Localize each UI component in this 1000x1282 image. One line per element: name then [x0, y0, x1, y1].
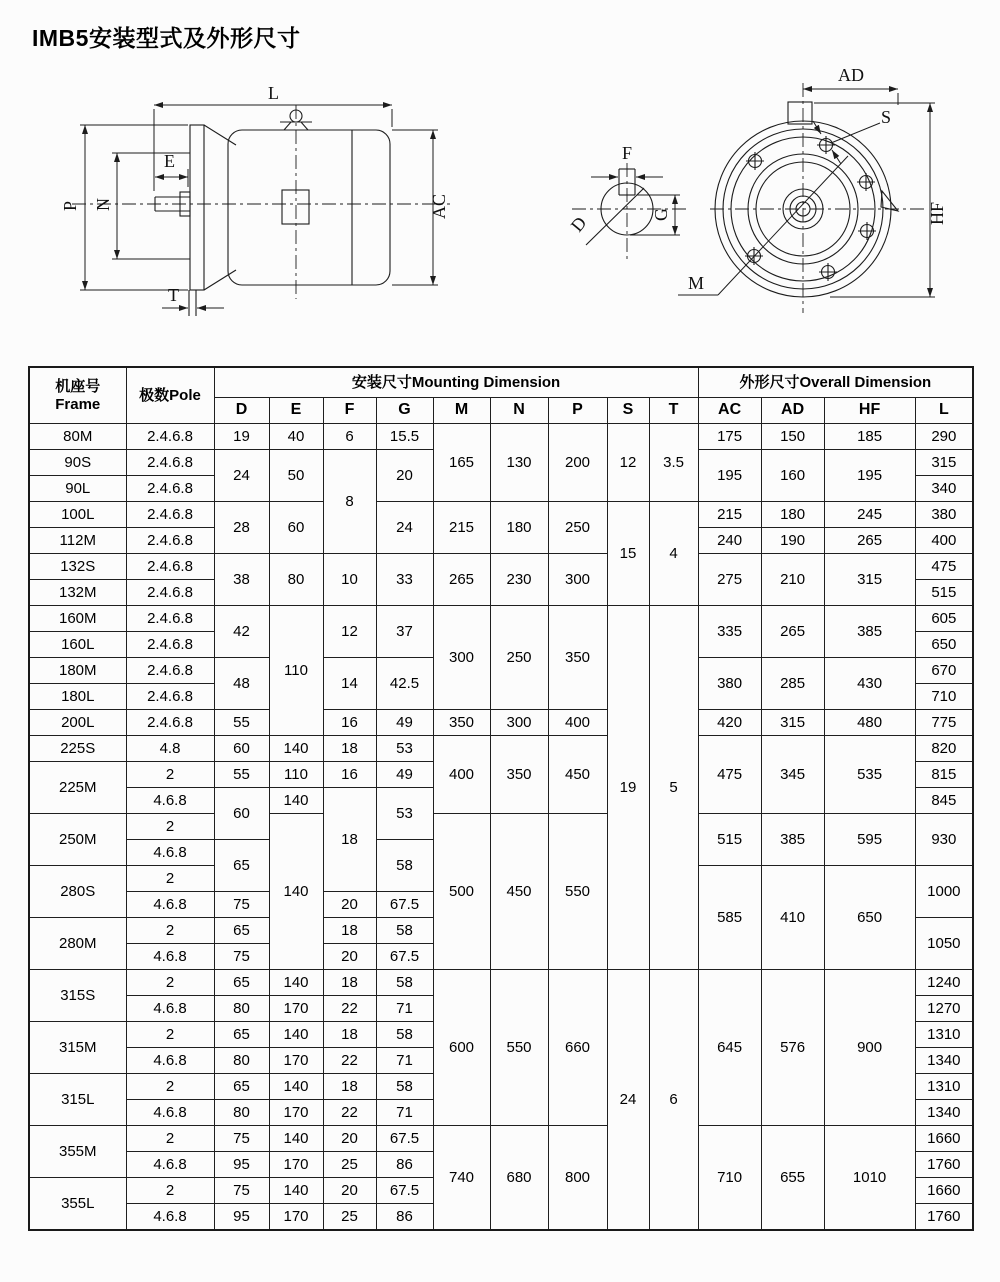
- table-cell: 1310: [915, 1022, 973, 1048]
- table-cell: 95: [214, 1204, 269, 1231]
- table-row: [29, 1126, 973, 1152]
- table-cell: 4.6.8: [126, 1100, 214, 1126]
- table-cell: 650: [824, 866, 915, 970]
- table-cell: 86: [376, 1204, 433, 1231]
- table-cell: 33: [376, 554, 433, 606]
- dim-label-L: L: [268, 83, 279, 103]
- figure-shaft-detail: [567, 143, 688, 261]
- col-header-S: S: [607, 398, 649, 424]
- table-cell: 58: [376, 1022, 433, 1048]
- col-header-AD: AD: [761, 398, 824, 424]
- table-cell: 22: [323, 996, 376, 1022]
- table-cell: 400: [433, 736, 490, 814]
- table-cell: 140: [269, 736, 323, 762]
- table-cell: 140: [269, 1178, 323, 1204]
- table-cell: 22: [323, 1048, 376, 1074]
- table-cell: 4.6.8: [126, 1152, 214, 1178]
- table-cell: 595: [824, 814, 915, 866]
- dim-label-T: T: [168, 285, 179, 305]
- dim-label-N: N: [93, 198, 113, 211]
- table-cell: 25: [323, 1204, 376, 1231]
- table-cell: 24: [607, 970, 649, 1231]
- table-cell: 400: [548, 710, 607, 736]
- table-cell: 18: [323, 1022, 376, 1048]
- table-cell: 350: [433, 710, 490, 736]
- table-cell: 50: [269, 450, 323, 502]
- table-cell: 815: [915, 762, 973, 788]
- table-row: [29, 814, 973, 840]
- table-cell: 650: [915, 632, 973, 658]
- table-cell: 2.4.6.8: [126, 658, 214, 684]
- table-cell: 385: [761, 814, 824, 866]
- page: [0, 20, 1000, 1231]
- table-cell: 18: [323, 1074, 376, 1100]
- table-cell: 42: [214, 606, 269, 658]
- dimension-table: [28, 366, 974, 1231]
- table-cell: 6: [323, 424, 376, 450]
- table-cell: 80: [214, 1048, 269, 1074]
- table-cell: 170: [269, 1204, 323, 1231]
- table-cell: 350: [490, 736, 548, 814]
- table-cell: 710: [698, 1126, 761, 1231]
- table-cell: 4.6.8: [126, 1204, 214, 1231]
- table-cell: 90L: [29, 476, 126, 502]
- table-cell: 710: [915, 684, 973, 710]
- table-cell: 60: [214, 736, 269, 762]
- table-cell: 210: [761, 554, 824, 606]
- table-cell: 24: [214, 450, 269, 502]
- table-row: [29, 424, 973, 450]
- table-cell: 67.5: [376, 1178, 433, 1204]
- dim-label-M: M: [688, 273, 705, 293]
- table-cell: 14: [323, 658, 376, 710]
- dim-label-AD: AD: [838, 65, 864, 85]
- table-cell: 475: [698, 736, 761, 814]
- table-cell: 100L: [29, 502, 126, 528]
- table-cell: 180M: [29, 658, 126, 684]
- table-cell: 230: [490, 554, 548, 606]
- table-cell: 160L: [29, 632, 126, 658]
- table-cell: 16: [323, 762, 376, 788]
- table-cell: 265: [761, 606, 824, 658]
- table-cell: 53: [376, 788, 433, 840]
- table-cell: 576: [761, 970, 824, 1126]
- table-cell: 18: [323, 918, 376, 944]
- table-cell: 190: [761, 528, 824, 554]
- table-cell: 355L: [29, 1178, 126, 1231]
- table-body: [29, 424, 973, 1231]
- table-cell: 140: [269, 1126, 323, 1152]
- table-row: [29, 710, 973, 736]
- table-cell: 265: [824, 528, 915, 554]
- table-cell: 2.4.6.8: [126, 528, 214, 554]
- table-cell: 660: [548, 970, 607, 1126]
- table-cell: 22: [323, 1100, 376, 1126]
- table-cell: 315: [824, 554, 915, 606]
- page-title: IMB5安装型式及外形尺寸: [32, 25, 301, 51]
- table-cell: 1270: [915, 996, 973, 1022]
- dim-label-D: D: [566, 212, 591, 236]
- group-header-overall: 外形尺寸Overall Dimension: [698, 367, 973, 398]
- table-cell: 275: [698, 554, 761, 606]
- dim-label-P: P: [60, 200, 80, 211]
- table-cell: 2: [126, 762, 214, 788]
- table-cell: 2: [126, 814, 214, 840]
- table-cell: 71: [376, 1100, 433, 1126]
- table-cell: 28: [214, 502, 269, 554]
- table-cell: 18: [323, 788, 376, 892]
- table-cell: 2: [126, 1022, 214, 1048]
- table-cell: 4.6.8: [126, 788, 214, 814]
- table-cell: 1240: [915, 970, 973, 996]
- table-cell: 132M: [29, 580, 126, 606]
- table-cell: 400: [915, 528, 973, 554]
- table-cell: 86: [376, 1152, 433, 1178]
- table-cell: 450: [490, 814, 548, 970]
- col-header-L: L: [915, 398, 973, 424]
- col-header-F: F: [323, 398, 376, 424]
- table-cell: 49: [376, 710, 433, 736]
- table-cell: 140: [269, 1074, 323, 1100]
- col-header-T: T: [649, 398, 698, 424]
- table-cell: 930: [915, 814, 973, 866]
- table-cell: 6: [649, 970, 698, 1231]
- table-cell: 2.4.6.8: [126, 684, 214, 710]
- table-cell: 195: [824, 450, 915, 502]
- table-cell: 1660: [915, 1178, 973, 1204]
- col-header-M: M: [433, 398, 490, 424]
- table-cell: 740: [433, 1126, 490, 1231]
- figure-side-view: [60, 83, 450, 316]
- table-cell: 80: [214, 996, 269, 1022]
- figure-front-view: [678, 65, 947, 313]
- table-cell: 140: [269, 788, 323, 814]
- table-cell: 1760: [915, 1152, 973, 1178]
- table-cell: 110: [269, 762, 323, 788]
- table-cell: 40: [269, 424, 323, 450]
- table-row: [29, 970, 973, 996]
- table-cell: 775: [915, 710, 973, 736]
- table-row: [29, 606, 973, 632]
- table-cell: 132S: [29, 554, 126, 580]
- table-cell: 4.6.8: [126, 1048, 214, 1074]
- table-cell: 1660: [915, 1126, 973, 1152]
- table-cell: 75: [214, 892, 269, 918]
- table-cell: 58: [376, 1074, 433, 1100]
- table-cell: 170: [269, 1048, 323, 1074]
- table-cell: 550: [548, 814, 607, 970]
- table-cell: 315S: [29, 970, 126, 1022]
- table-cell: 900: [824, 970, 915, 1126]
- col-header-HF: HF: [824, 398, 915, 424]
- table-cell: 4: [649, 502, 698, 606]
- table-cell: 385: [824, 606, 915, 658]
- table-cell: 2: [126, 866, 214, 892]
- table-cell: 4.6.8: [126, 892, 214, 918]
- table-cell: 380: [698, 658, 761, 710]
- table-cell: 430: [824, 658, 915, 710]
- table-cell: 5: [649, 606, 698, 970]
- table-cell: 2.4.6.8: [126, 606, 214, 632]
- col-header-G: G: [376, 398, 433, 424]
- table-cell: 58: [376, 918, 433, 944]
- table-cell: 355M: [29, 1126, 126, 1178]
- table-cell: 215: [698, 502, 761, 528]
- table-cell: 18: [323, 736, 376, 762]
- table-cell: 24: [376, 502, 433, 554]
- table-cell: 300: [433, 606, 490, 710]
- table-cell: 170: [269, 996, 323, 1022]
- table-row: [29, 502, 973, 528]
- table-cell: 18: [323, 970, 376, 996]
- table-cell: 150: [761, 424, 824, 450]
- table-cell: 58: [376, 840, 433, 892]
- table-cell: 60: [269, 502, 323, 554]
- table-cell: 8: [323, 450, 376, 554]
- table-cell: 75: [214, 944, 269, 970]
- col-header-pole: 极数Pole: [126, 367, 214, 424]
- col-header-D: D: [214, 398, 269, 424]
- table-cell: 2.4.6.8: [126, 450, 214, 476]
- table-cell: 140: [269, 1022, 323, 1048]
- table-cell: 130: [490, 424, 548, 502]
- table-cell: 95: [214, 1152, 269, 1178]
- col-header-E: E: [269, 398, 323, 424]
- table-cell: 280M: [29, 918, 126, 970]
- table-cell: 265: [433, 554, 490, 606]
- table-cell: 800: [548, 1126, 607, 1231]
- table-cell: 55: [214, 710, 269, 736]
- table-cell: 175: [698, 424, 761, 450]
- dim-label-S: S: [881, 107, 892, 127]
- table-cell: 2.4.6.8: [126, 554, 214, 580]
- table-cell: 20: [323, 944, 376, 970]
- table-cell: 655: [761, 1126, 824, 1231]
- table-cell: 170: [269, 1100, 323, 1126]
- table-cell: 16: [323, 710, 376, 736]
- table-cell: 65: [214, 840, 269, 892]
- table-cell: 65: [214, 1074, 269, 1100]
- table-cell: 20: [323, 1126, 376, 1152]
- table-cell: 185: [824, 424, 915, 450]
- table-cell: 75: [214, 1178, 269, 1204]
- table-cell: 550: [490, 970, 548, 1126]
- table-cell: 4.6.8: [126, 840, 214, 866]
- table-cell: 180: [490, 502, 548, 554]
- table-cell: 450: [548, 736, 607, 814]
- table-cell: 250: [548, 502, 607, 554]
- table-cell: 67.5: [376, 892, 433, 918]
- table-cell: 2.4.6.8: [126, 710, 214, 736]
- table-cell: 1310: [915, 1074, 973, 1100]
- table-cell: 49: [376, 762, 433, 788]
- table-cell: 670: [915, 658, 973, 684]
- table-cell: 410: [761, 866, 824, 970]
- table-cell: 245: [824, 502, 915, 528]
- table-cell: 1050: [915, 918, 973, 970]
- table-cell: 2.4.6.8: [126, 424, 214, 450]
- dimension-drawing: [30, 59, 975, 351]
- table-cell: 345: [761, 736, 824, 814]
- table-cell: 10: [323, 554, 376, 606]
- table-cell: 225M: [29, 762, 126, 814]
- col-header-N: N: [490, 398, 548, 424]
- table-cell: 1000: [915, 866, 973, 918]
- table-cell: 180: [761, 502, 824, 528]
- table-cell: 75: [214, 1126, 269, 1152]
- dim-label-AC: AC: [429, 193, 449, 219]
- table-cell: 53: [376, 736, 433, 762]
- table-cell: 80: [269, 554, 323, 606]
- col-header-AC: AC: [698, 398, 761, 424]
- table-cell: 2.4.6.8: [126, 632, 214, 658]
- table-cell: 2: [126, 1178, 214, 1204]
- dim-label-F: F: [622, 143, 633, 163]
- table-cell: 585: [698, 866, 761, 970]
- table-cell: 15.5: [376, 424, 433, 450]
- table-cell: 250M: [29, 814, 126, 866]
- table-cell: 140: [269, 970, 323, 996]
- table-cell: 240: [698, 528, 761, 554]
- table-cell: 225S: [29, 736, 126, 762]
- table-cell: 90S: [29, 450, 126, 476]
- dim-label-E: E: [164, 151, 175, 171]
- table-cell: 500: [433, 814, 490, 970]
- table-cell: 180L: [29, 684, 126, 710]
- table-cell: 2.4.6.8: [126, 476, 214, 502]
- terminal-box: [282, 190, 309, 224]
- flange: [190, 125, 204, 290]
- table-cell: 250: [490, 606, 548, 710]
- table-cell: 475: [915, 554, 973, 580]
- table-cell: 200L: [29, 710, 126, 736]
- table-cell: 315L: [29, 1074, 126, 1126]
- table-cell: 37: [376, 606, 433, 658]
- table-cell: 48: [214, 658, 269, 710]
- dim-label-G: G: [651, 208, 671, 221]
- table-cell: 315M: [29, 1022, 126, 1074]
- table-cell: 1010: [824, 1126, 915, 1231]
- table-row: [29, 554, 973, 580]
- table-cell: 2: [126, 970, 214, 996]
- table-cell: 165: [433, 424, 490, 502]
- table-cell: 420: [698, 710, 761, 736]
- table-cell: 20: [376, 450, 433, 502]
- table-cell: 285: [761, 658, 824, 710]
- table-cell: 380: [915, 502, 973, 528]
- table-cell: 2.4.6.8: [126, 502, 214, 528]
- table-cell: 58: [376, 970, 433, 996]
- table-cell: 645: [698, 970, 761, 1126]
- table-cell: 160M: [29, 606, 126, 632]
- table-cell: 2: [126, 1126, 214, 1152]
- table-cell: 140: [269, 814, 323, 970]
- table-cell: 110: [269, 606, 323, 736]
- table-cell: 315: [915, 450, 973, 476]
- table-cell: 290: [915, 424, 973, 450]
- table-cell: 2: [126, 1074, 214, 1100]
- table-cell: 25: [323, 1152, 376, 1178]
- col-header-frame-zh: 机座号: [55, 378, 101, 396]
- table-row: [29, 736, 973, 762]
- table-cell: 160: [761, 450, 824, 502]
- dimension-diagrams: [30, 59, 1000, 356]
- table-cell: 535: [824, 736, 915, 814]
- table-cell: 4.8: [126, 736, 214, 762]
- table-cell: 19: [214, 424, 269, 450]
- table-cell: 315: [761, 710, 824, 736]
- table-cell: 300: [548, 554, 607, 606]
- table-cell: 4.6.8: [126, 996, 214, 1022]
- table-cell: 340: [915, 476, 973, 502]
- table-cell: 600: [433, 970, 490, 1126]
- table-cell: 12: [607, 424, 649, 502]
- table-cell: 195: [698, 450, 761, 502]
- table-cell: 15: [607, 502, 649, 606]
- table-cell: 60: [214, 788, 269, 840]
- table-cell: 515: [698, 814, 761, 866]
- table-cell: 215: [433, 502, 490, 554]
- table-cell: 55: [214, 762, 269, 788]
- col-header-frame: [29, 367, 126, 424]
- header-group-row: [29, 367, 973, 398]
- table-cell: 1760: [915, 1204, 973, 1231]
- table-cell: 19: [607, 606, 649, 970]
- table-cell: 1340: [915, 1048, 973, 1074]
- dim-label-HF: HF: [927, 201, 947, 225]
- table-cell: 300: [490, 710, 548, 736]
- table-cell: 170: [269, 1152, 323, 1178]
- table-cell: 680: [490, 1126, 548, 1231]
- table-cell: 20: [323, 892, 376, 918]
- table-cell: 65: [214, 1022, 269, 1048]
- table-cell: 42.5: [376, 658, 433, 710]
- table-cell: 820: [915, 736, 973, 762]
- table-cell: 71: [376, 1048, 433, 1074]
- table-cell: 67.5: [376, 1126, 433, 1152]
- table-cell: 65: [214, 970, 269, 996]
- table-cell: 605: [915, 606, 973, 632]
- table-cell: 112M: [29, 528, 126, 554]
- table-cell: 80M: [29, 424, 126, 450]
- table-cell: 2.4.6.8: [126, 580, 214, 606]
- table-cell: 280S: [29, 866, 126, 918]
- col-header-frame-en: Frame: [55, 395, 101, 413]
- table-cell: 515: [915, 580, 973, 606]
- table-cell: 80: [214, 1100, 269, 1126]
- table-cell: 1340: [915, 1100, 973, 1126]
- table-cell: 38: [214, 554, 269, 606]
- table-cell: 12: [323, 606, 376, 658]
- table-cell: 335: [698, 606, 761, 658]
- table-cell: 3.5: [649, 424, 698, 502]
- table-cell: 65: [214, 918, 269, 944]
- table-cell: 20: [323, 1178, 376, 1204]
- table-cell: 480: [824, 710, 915, 736]
- group-header-mounting: 安装尺寸Mounting Dimension: [214, 367, 698, 398]
- table-cell: 845: [915, 788, 973, 814]
- table-cell: 4.6.8: [126, 944, 214, 970]
- table-cell: 350: [548, 606, 607, 710]
- col-header-P: P: [548, 398, 607, 424]
- table-cell: 2: [126, 918, 214, 944]
- table-cell: 200: [548, 424, 607, 502]
- table-cell: 67.5: [376, 944, 433, 970]
- table-cell: 71: [376, 996, 433, 1022]
